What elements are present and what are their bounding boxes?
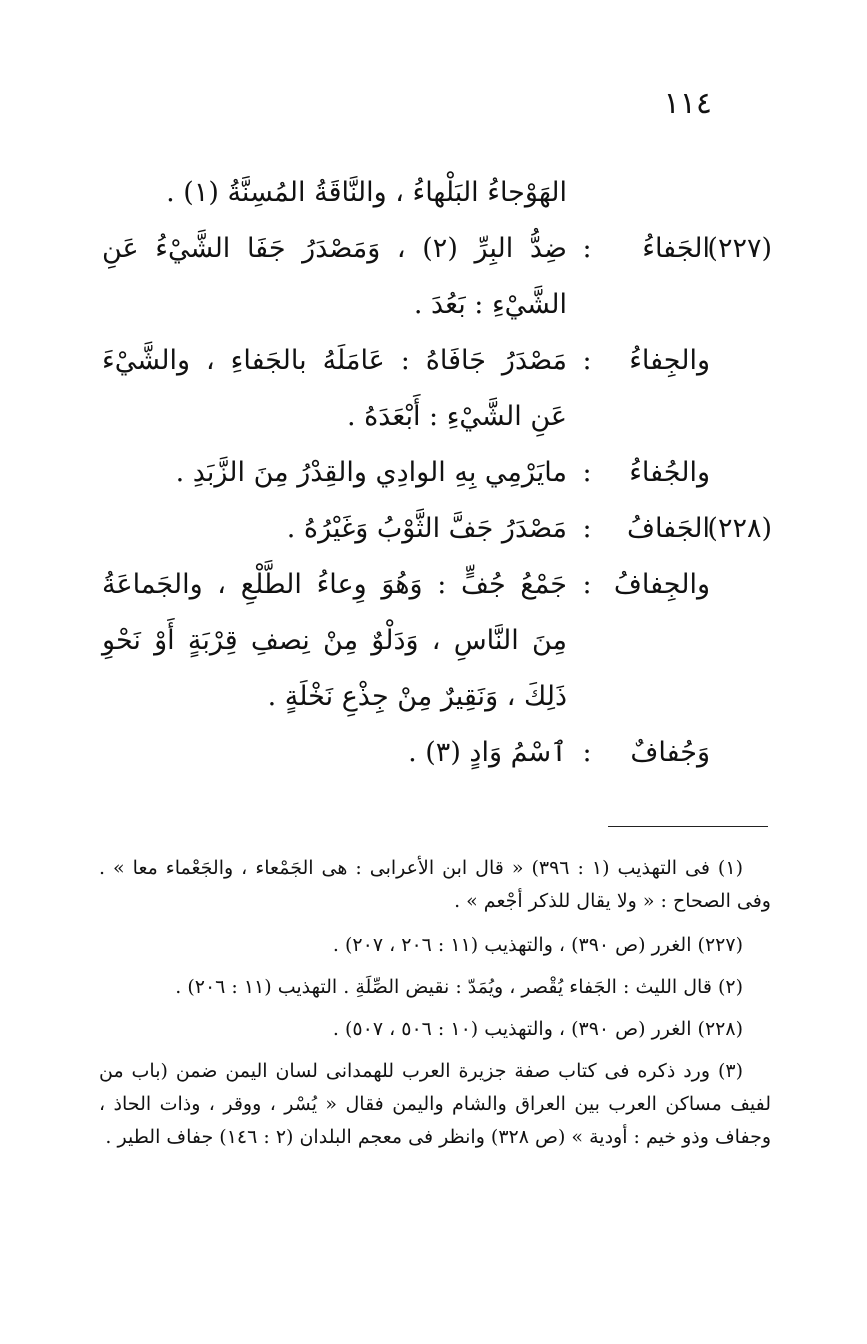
lead-line: الهَوْجاءُ البَلْهاءُ ، والنَّاقَةُ المُسِنَّةُ (١) .	[166, 177, 567, 208]
footnote: (١) فى التهذيب (١ : ٣٩٦) « قال ابن الأعرابى : هى الجَمْعاء ، والجَعْماء معا » . وفى الصحاح : « ولا يقال للذكر أجْعم » .	[99, 857, 771, 912]
footnote-divider	[608, 826, 768, 827]
entry-separator: :	[582, 569, 592, 600]
entry-headword: الجَفافُ	[626, 513, 710, 544]
entry-row	[102, 333, 772, 445]
entry-row	[102, 557, 772, 725]
entry-separator: :	[582, 345, 592, 376]
entry-definition: مايَرْمِي بِهِ الوادِي والقِدْرُ مِنَ الزَّبَدِ .	[175, 457, 567, 488]
entry-definition: مَصْدَرُ جَافَاهُ : عَامَلَهُ بالجَفاءِ ، والشَّيْءَ عَنِ الشَّيْءِ : أَبْعَدَهُ .	[102, 345, 567, 432]
entry-definition: مَصْدَرُ جَفَّ الثَّوْبُ وَغَيْرُهُ .	[286, 513, 567, 544]
footnotes-block	[99, 852, 771, 1165]
entry-number: (٢٢٨)	[707, 513, 772, 544]
footnote: (٢) قال الليث : الجَفاء يُقْصر ، ويُمَدّ : نقيض الصِّلَةِ . التهذيب (١١ : ٢٠٦) .	[175, 976, 743, 998]
entry-row	[102, 445, 772, 501]
entry-separator: :	[582, 513, 592, 544]
entry-headword: والجِفاءُ	[629, 345, 710, 376]
entry-separator: :	[582, 737, 592, 768]
entry-headword: والجُفاءُ	[629, 457, 710, 488]
entry-headword: وَجُفافٌ	[630, 737, 710, 768]
entry-definition: ٱسْمُ وَادٍ (٣) .	[408, 737, 567, 768]
entry-definition: جَمْعُ جُفٍّ : وَهُوَ وِعاءُ الطَّلْعِ ، والجَماعَةُ مِنَ النَّاسِ ، وَدَلْوٌ مِنْ نِصفِ قِرْبَةٍ أَوْ نَحْوِ ذَلِكَ ، وَنَقِيرٌ مِنْ جِذْعِ نَخْلَةٍ .	[102, 569, 567, 712]
footnote: (٢٢٧) الغرر (ص ٣٩٠) ، والتهذيب (١١ : ٢٠٦ ، ٢٠٧) .	[332, 934, 743, 956]
entry-number: (٢٢٧)	[707, 233, 772, 264]
entry-headword: الجَفاءُ	[642, 233, 710, 264]
entry-separator: :	[582, 233, 592, 264]
entry-row	[102, 725, 772, 781]
entries-block	[102, 165, 772, 781]
entry-separator: :	[582, 457, 592, 488]
entry-row	[102, 501, 772, 557]
page-number: ١١٤	[663, 86, 712, 121]
entry-headword: والجِفافُ	[613, 569, 710, 600]
footnote: (٣) ورد ذكره فى كتاب صفة جزيرة العرب للهمدانى لسان اليمن ضمن (باب من لفيف مساكن العرب بين العراق والشام واليمن فقال « يُسْر ، ووقر ، وذات الحاذ ، وجفاف وذو خيم : أودية » (ص ٣٢٨) وانظر فى معجم البلدان (٢ : ١٤٦) جفاف الطير .	[99, 1060, 771, 1148]
entry-row	[102, 221, 772, 333]
entry-definition: ضِدُّ البِرِّ (٢) ، وَمَصْدَرُ جَفَا الشَّيْءُ عَنِ الشَّيْءِ : بَعُدَ .	[102, 233, 567, 320]
footnote: (٢٢٨) الغرر (ص ٣٩٠) ، والتهذيب (١٠ : ٥٠٦ ، ٥٠٧) .	[332, 1018, 743, 1040]
